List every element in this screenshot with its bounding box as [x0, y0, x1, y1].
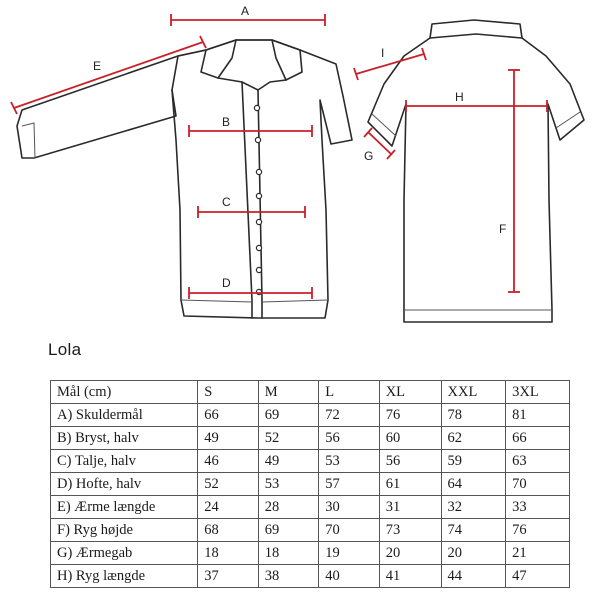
button-7	[256, 267, 261, 272]
table-cell: F) Ryg højde	[51, 519, 198, 542]
back-body-outline	[368, 34, 584, 322]
front-placket	[242, 82, 262, 318]
table-row	[51, 427, 570, 450]
table-cell: 76	[506, 519, 570, 542]
front-collar	[201, 40, 302, 90]
back-view	[368, 20, 584, 322]
table-cell: 76	[379, 404, 441, 427]
table-header-cell: 3XL	[506, 381, 570, 404]
front-collar-inner	[218, 40, 286, 80]
table-cell: 18	[258, 542, 318, 565]
table-cell: 66	[506, 427, 570, 450]
table-row	[51, 450, 570, 473]
table-cell: 18	[198, 542, 258, 565]
table-cell: 69	[258, 404, 318, 427]
table-cell: C) Talje, halv	[51, 450, 198, 473]
table-row	[51, 519, 570, 542]
table-cell: 56	[319, 427, 379, 450]
button-3	[256, 169, 261, 174]
table-cell: 73	[379, 519, 441, 542]
table-cell: 21	[506, 542, 570, 565]
table-cell: 62	[441, 427, 506, 450]
size-chart-table	[50, 380, 570, 588]
back-sleeve-hem-left	[372, 114, 396, 136]
table-cell: 31	[379, 496, 441, 519]
measurement-labels	[93, 4, 506, 290]
table-cell: G) Ærmegab	[51, 542, 198, 565]
label-a: A	[241, 4, 250, 18]
table-cell: 53	[319, 450, 379, 473]
table-cell: 52	[258, 427, 318, 450]
measurement-lines	[11, 14, 547, 299]
table-cell: 59	[441, 450, 506, 473]
button-6	[256, 245, 261, 250]
table-cell: 30	[319, 496, 379, 519]
table-cell: 78	[441, 404, 506, 427]
table-cell: 33	[506, 496, 570, 519]
table-cell: 63	[506, 450, 570, 473]
button-4	[256, 193, 261, 198]
table-cell: 53	[258, 473, 318, 496]
table-cell: 68	[198, 519, 258, 542]
table-row	[51, 496, 570, 519]
table-cell: 66	[198, 404, 258, 427]
table-header-cell: XL	[379, 381, 441, 404]
label-g: G	[364, 149, 374, 163]
table-cell: H) Ryg længde	[51, 565, 198, 588]
table-cell: 46	[198, 450, 258, 473]
table-cell: 44	[441, 565, 506, 588]
table-cell: E) Ærme længde	[51, 496, 198, 519]
table-cell: 70	[319, 519, 379, 542]
table-cell: 19	[319, 542, 379, 565]
label-d: D	[222, 276, 231, 290]
button-1	[254, 105, 259, 110]
table-row	[51, 565, 570, 588]
front-hem-band	[181, 300, 328, 302]
table-row	[51, 473, 570, 496]
button-2	[255, 137, 260, 142]
table-cell: 38	[258, 565, 318, 588]
table-cell: 57	[319, 473, 379, 496]
table-cell: 41	[379, 565, 441, 588]
button-5	[256, 219, 261, 224]
table-cell: 69	[258, 519, 318, 542]
sleeve-cuff-line	[22, 123, 35, 158]
table-cell: 28	[258, 496, 318, 519]
table-cell: 49	[198, 427, 258, 450]
table-cell: 40	[319, 565, 379, 588]
table-cell: 52	[198, 473, 258, 496]
table-header-cell: XXL	[441, 381, 506, 404]
label-c: C	[222, 195, 231, 209]
table-cell: 20	[379, 542, 441, 565]
table-header-cell: M	[258, 381, 318, 404]
table-cell: 37	[198, 565, 258, 588]
table-header-cell: S	[198, 381, 258, 404]
measure-line-i	[356, 54, 424, 74]
table-cell: 24	[198, 496, 258, 519]
table-cell: B) Bryst, halv	[51, 427, 198, 450]
table-header-cell: Mål (cm)	[51, 381, 198, 404]
table-header-cell: L	[319, 381, 379, 404]
table-row	[51, 404, 570, 427]
table-row	[51, 542, 570, 565]
table-cell: 60	[379, 427, 441, 450]
label-f: F	[499, 222, 507, 236]
table-cell: 72	[319, 404, 379, 427]
table-cell: 20	[441, 542, 506, 565]
table-cell: A) Skuldermål	[51, 404, 198, 427]
back-collar	[430, 20, 522, 38]
table-cell: 81	[506, 404, 570, 427]
table-cell: 61	[379, 473, 441, 496]
table-cell: 47	[506, 565, 570, 588]
table-cell: 32	[441, 496, 506, 519]
table-header-row	[51, 381, 570, 404]
label-b: B	[222, 115, 231, 129]
product-title: Lola	[48, 340, 82, 359]
label-i: I	[381, 46, 385, 60]
table-cell: 64	[441, 473, 506, 496]
table-cell: D) Hofte, halv	[51, 473, 198, 496]
label-h: H	[455, 90, 464, 104]
table-cell: 49	[258, 450, 318, 473]
label-e: E	[93, 59, 102, 73]
table-cell: 74	[441, 519, 506, 542]
table-cell: 56	[379, 450, 441, 473]
front-left-sleeve	[17, 50, 206, 158]
table-cell: 70	[506, 473, 570, 496]
front-view	[17, 40, 352, 318]
